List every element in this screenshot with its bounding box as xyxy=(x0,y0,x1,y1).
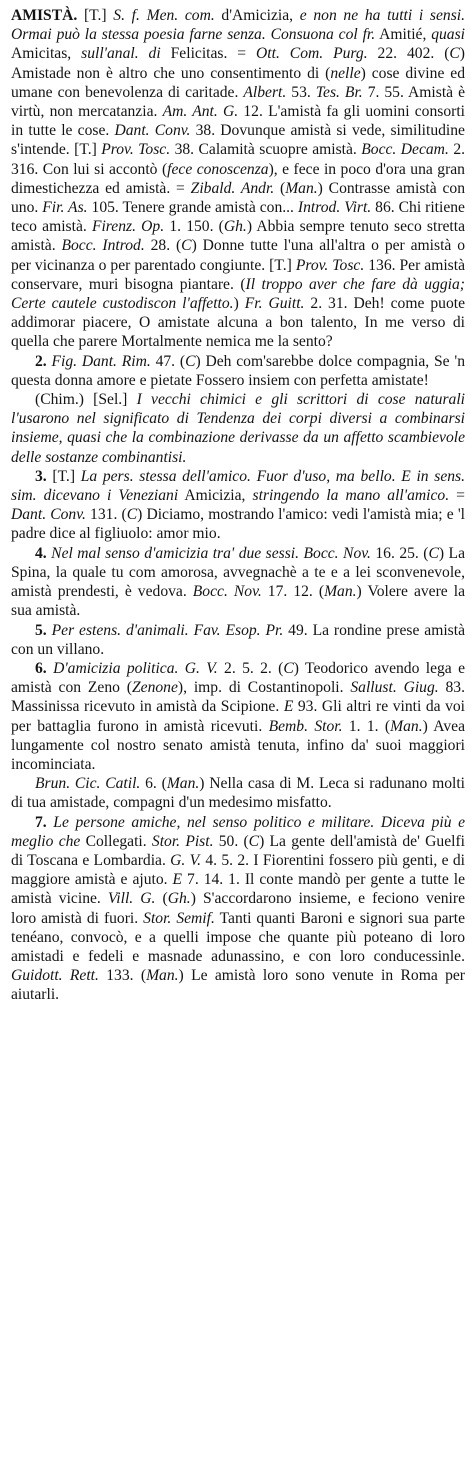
entry-paragraph-sense-7: 7. Le persone amiche, nel senso politico e militare. Diceva più e meglio che Collegati. Stor. Pist. 50. (C) La gente dell'amistà de' Guelfi di Toscana e Lombardia. G. V. 4. 5. 2. I Fiorentini fossero più genti, e di maggiore amistà e ajuto. E 7. 14. 1. Il conte mandò per gente a tutte le amistà vicine. Vill. G. (Gh.) S'accordarono insieme, e feciono venire loro amistà di fuori. Stor. Semif. Tanti quanti Baroni e signori sua parte tenéano, convocò, e a quelli impose che quante più poteano di loro amistadi e fedeli e masnade adunassino, e con loro conducessinle. Guidott. Rett. 133. (Man.) Le amistà loro sono venute in Roma per aiutarli. xyxy=(11,813,466,1004)
entry-paragraph-main: AMISTÀ. [T.] S. f. Men. com. d'Amicizia, e non ne ha tutti i sensi. Ormai può la stessa poesia farne senza. Consuona col fr. Amitié, quasi Amicitas, sull'anal. di Felicitas. = Ott. Com. Purg. 22. 402. (C) Amistade non è altro che uno consentimento di (nelle) cose divine ed umane con benevolenza di caritade. Albert. 53. Tes. Br. 7. 55. Amistà è virtù, non mercatanzia. Am. Ant. G. 12. L'amistà fa gli uomini consorti in tutte le cose. Dant. Conv. 38. Dovunque amistà si vede, similitudine s'intende. [T.] Prov. Tosc. 38. Calamità scuopre amistà. Bocc. Decam. 2. 316. Con lui si accontò (fece conoscenza), e fece in poco d'ora una gran dimestichezza ed amistà. = Zibald. Andr. (Man.) Contrasse amistà con uno. Fir. As. 105. Tenere grande amistà con... Introd. Virt. 86. Chi ritiene teco amistà. Firenz. Op. 1. 150. (Gh.) Abbia sempre tenuto seco stretta amistà. Bocc. Introd. 28. (C) Donne tutte l'una all'altra o per amistà o per vicinanza o per parentado congiunte. [T.] Prov. Tosc. 136. Per amistà conservare, muri bisogna piantare. (Il troppo aver che fare dà uggia; Certe cautele custodiscon l'affetto.) Fr. Guitt. 2. 31. Deh! come puote addimorar piacere, O amistate alcuna a bon talento, In me verso di quella che parere Mortalmente nemica me la sento? xyxy=(11,7,466,351)
entry-paragraph-chemistry: (Chim.) [Sel.] I vecchi chimici e gli scrittori di cose naturali l'usarono nel significato di Tendenza dei corpi diversi a combinarsi insieme, quasi che la combinazione derivasse da un affetto scambievole delle sostanze combinantisi. xyxy=(11,391,466,466)
entry-paragraph-sense-3: 3. [T.] La pers. stessa dell'amico. Fuor d'uso, ma bello. E in sens. sim. dicevano i Veneziani Amicizia, stringendo la mano all'amico. = Dant. Conv. 131. (C) Diciamo, mostrando l'amico: vedi l'amistà mia; e 'l padre dice al figliuolo: amor mio. xyxy=(11,467,465,543)
entry-paragraph-sense-5: 5. Per estens. d'animali. Fav. Esop. Pr. 49. La rondine prese amistà con un villano. xyxy=(11,621,466,658)
entry-paragraph-sense-6-citation: Brun. Cic. Catil. 6. (Man.) Nella casa di M. Leca si radunano molti di tua amistade, compagni d'un medesimo misfatto. xyxy=(11,775,465,812)
entry-paragraph-sense-6: 6. D'amicizia politica. G. V. 2. 5. 2. (C) Teodorico avendo lega e amistà con Zeno (Zenone), imp. di Costantinopoli. Sallust. Giug. 83. Massinissa ricevuto in amistà da Scipione. E 93. Gli altri re vinti da voi per battaglia furono in amistà ricevuti. Bemb. Stor. 1. 1. (Man.) Avea lungamente col nostro senato amistà tenuta, infino da' suoi maggiori incominciata. xyxy=(11,659,466,773)
entry-paragraph-sense-2: 2. Fig. Dant. Rim. 47. (C) Deh com'sarebbe dolce compagnia, Se 'n questa donna amore e pietate Fossero insiem con perfetta amistate! xyxy=(11,352,466,389)
entry-paragraph-sense-4: 4. Nel mal senso d'amicizia tra' due sessi. Bocc. Nov. 16. 25. (C) La Spina, la quale tu com amorosa, avvegnachè a te e a lei sconvenevole, amistà prendesti, è vedova. Bocc. Nov. 17. 12. (Man.) Volere avere la sua amistà. xyxy=(11,544,466,620)
